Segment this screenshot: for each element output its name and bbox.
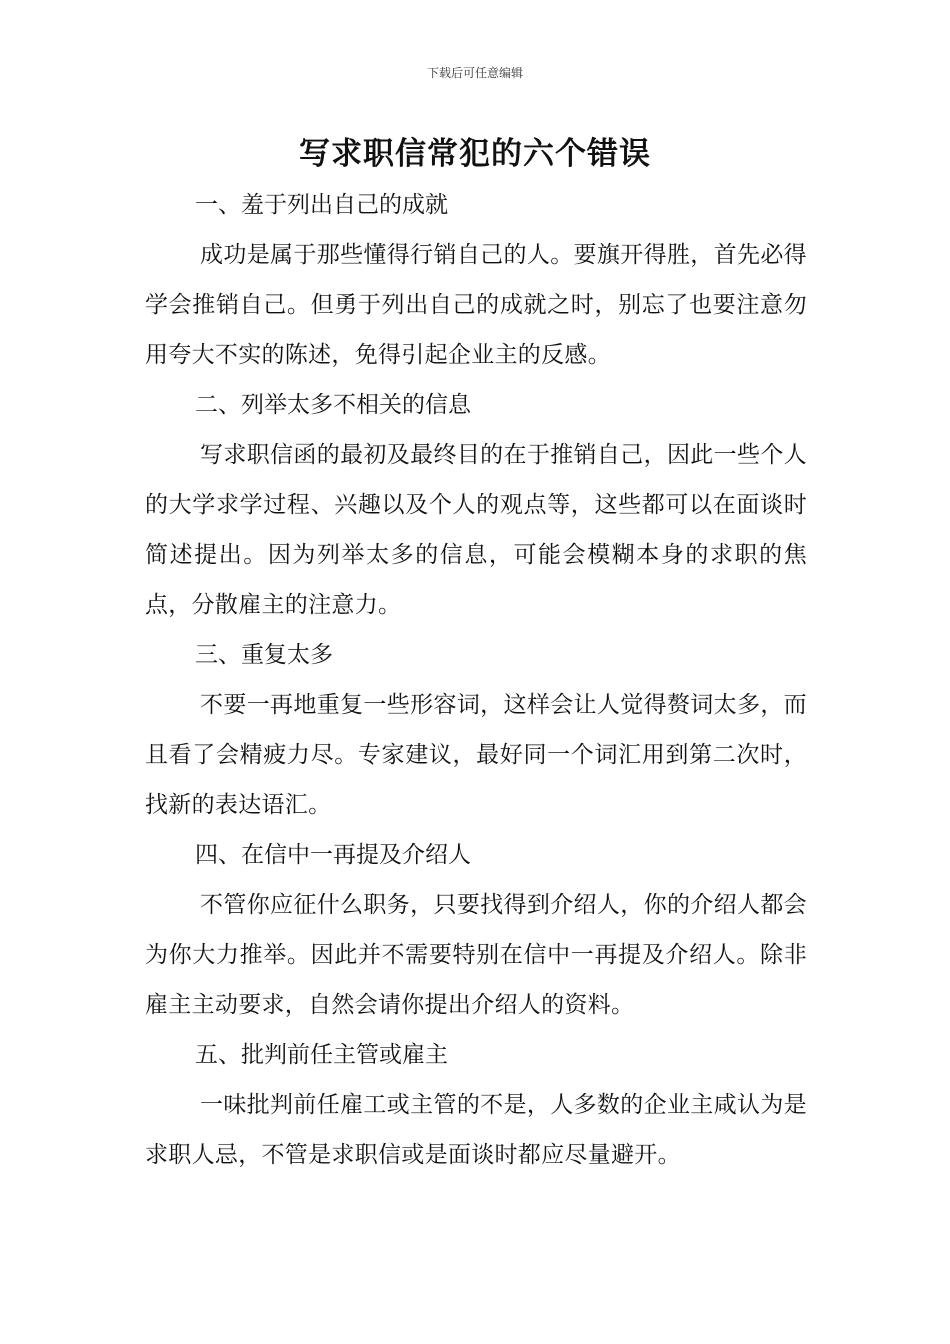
section-1 <box>145 180 807 380</box>
section-3 <box>145 630 807 830</box>
section-4 <box>145 830 807 1030</box>
section-heading: 一、羞于列出自己的成就 <box>195 192 448 218</box>
section-heading: 二、列举太多不相关的信息 <box>195 392 471 418</box>
section-paragraph: 成功是属于那些懂得行销自己的人。要旗开得胜，首先必得学会推销自己。但勇于列出自己的成就之时，别忘了也要注意勿用夸大不实的陈述，免得引起企业主的反感。 <box>145 242 807 368</box>
section-paragraph: 写求职信函的最初及最终目的在于推销自己，因此一些个人的大学求学过程、兴趣以及个人的观点等，这些都可以在面谈时简述提出。因为列举太多的信息，可能会模糊本身的求职的焦点，分散雇主的注意力。 <box>145 442 807 618</box>
section-2 <box>145 380 807 630</box>
section-5 <box>145 1030 807 1180</box>
section-paragraph: 不管你应征什么职务，只要找得到介绍人，你的介绍人都会为你大力推举。因此并不需要特别在信中一再提及介绍人。除非雇主主动要求，自然会请你提出介绍人的资料。 <box>145 892 807 1018</box>
section-heading: 四、在信中一再提及介绍人 <box>195 842 471 868</box>
section-paragraph: 一味批判前任雇工或主管的不是，人多数的企业主咸认为是求职人忌，不管是求职信或是面谈时都应尽量避开。 <box>145 1092 807 1168</box>
section-paragraph: 不要一再地重复一些形容词，这样会让人觉得赘词太多，而且看了会精疲力尽。专家建议，最好同一个词汇用到第二次时，找新的表达语汇。 <box>145 692 807 818</box>
document-body <box>145 180 807 1180</box>
page-header: 下载后可任意编辑 <box>426 66 523 80</box>
document-title: 写求职信常犯的六个错误 <box>299 136 651 172</box>
section-heading: 三、重复太多 <box>195 642 333 668</box>
section-heading: 五、批判前任主管或雇主 <box>195 1042 448 1068</box>
